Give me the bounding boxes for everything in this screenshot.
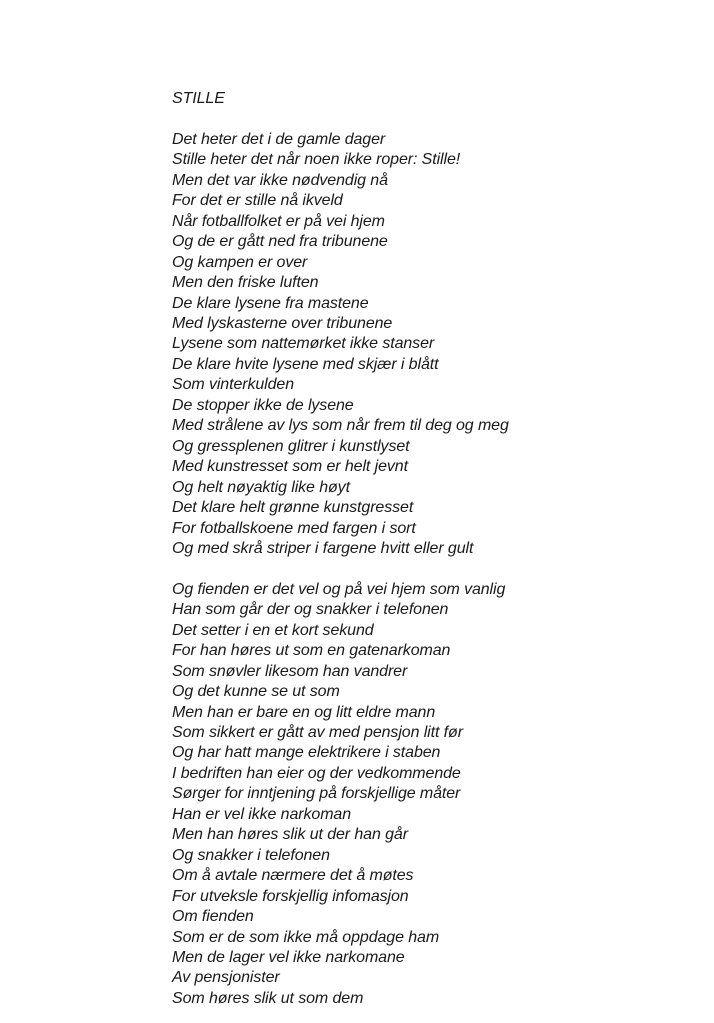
poem-line: Og gressplenen glitrer i kunstlyset [172, 437, 410, 455]
poem-line: Stille heter det når noen ikke roper: Stille! [172, 151, 461, 169]
poem-line: Og fienden er det vel og på vei hjem som vanlig [172, 580, 506, 598]
poem-line: Det setter i en et kort sekund [172, 621, 374, 639]
poem-line: Sørger for inntjening på forskjellige måter [172, 785, 461, 803]
poem-line: Som snøvler likesom han vandrer [172, 662, 408, 680]
poem-line: De stopper ikke de lysene [172, 396, 354, 414]
poem-line: For utveksle forskjellig infomasjon [172, 887, 409, 905]
poem-line: Og har hatt mange elektrikere i staben [172, 744, 441, 762]
poem-line: For han høres ut som en gatenarkoman [172, 642, 451, 660]
poem-line: Det klare helt grønne kunstgresset [172, 499, 414, 517]
poem-line: Med kunstresset som er helt jevnt [172, 458, 408, 476]
poem-line: Men han høres slik ut der han går [172, 826, 408, 844]
poem-line: Og kampen er over [172, 253, 308, 271]
poem-line: Og med skrå striper i fargene hvitt eller gult [172, 539, 474, 557]
poem-line: For det er stille nå ikveld [172, 192, 343, 210]
poem-title: STILLE [172, 90, 225, 107]
poem-line: Men den friske luften [172, 274, 319, 292]
stanza [172, 580, 692, 1010]
poem-line: Når fotballfolket er på vei hjem [172, 212, 385, 230]
poem-line: Som høres slik ut som dem [172, 989, 364, 1007]
poem-line: Som vinterkulden [172, 376, 295, 394]
poem-line: Om å avtale nærmere det å møtes [172, 867, 414, 885]
poem-line: Og de er gått ned fra tribunene [172, 233, 388, 251]
poem-line: De klare hvite lysene med skjær i blått [172, 355, 439, 373]
poem-line: I bedriften han eier og der vedkommende [172, 764, 461, 782]
poem [172, 89, 692, 1009]
poem-line: Som sikkert er gått av med pensjon litt før [172, 724, 463, 742]
poem-line: Med lyskasterne over tribunene [172, 314, 393, 332]
poem-line: Det heter det i de gamle dager [172, 130, 386, 148]
poem-line: Av pensjonister [172, 969, 280, 987]
poem-line: For fotballskoene med fargen i sort [172, 519, 416, 537]
poem-line: Han som går der og snakker i telefonen [172, 601, 449, 619]
poem-line: Med strålene av lys som når frem til deg og meg [172, 417, 509, 435]
poem-line: Lysene som nattemørket ikke stanser [172, 335, 435, 353]
poem-line: Og snakker i telefonen [172, 846, 330, 864]
poem-line: Om fienden [172, 908, 254, 926]
poem-line: Men han er bare en og litt eldre mann [172, 703, 436, 721]
stanza [172, 130, 692, 560]
poem-line: Og det kunne se ut som [172, 683, 340, 701]
poem-body [172, 130, 692, 1009]
poem-line: Som er de som ikke må oppdage ham [172, 928, 440, 946]
poem-line: Og helt nøyaktig like høyt [172, 478, 350, 496]
poem-line: Han er vel ikke narkoman [172, 805, 352, 823]
poem-line: Men de lager vel ikke narkomane [172, 949, 405, 966]
poem-line: De klare lysene fra mastene [172, 294, 369, 312]
poem-line: Men det var ikke nødvendig nå [172, 171, 388, 189]
